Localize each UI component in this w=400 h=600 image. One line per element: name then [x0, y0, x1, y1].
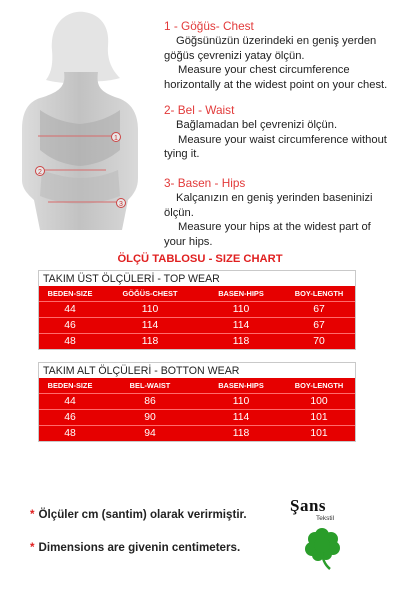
- table-cell: 46: [64, 412, 76, 423]
- header-cell: BASEN-HIPS: [218, 289, 264, 298]
- table-cell: 44: [64, 396, 76, 407]
- table-cell: 44: [64, 304, 76, 315]
- brand-subtitle: Tekstil: [316, 515, 335, 522]
- table-row: [39, 302, 355, 318]
- note-text: Ölçüler cm (santim) olarak verirmiştir.: [38, 508, 247, 521]
- table-cell: 90: [144, 412, 156, 423]
- clover-icon: [300, 526, 346, 572]
- note-text: Dimensions are givenin centimeters.: [38, 541, 241, 554]
- svg-text:2: 2: [38, 169, 42, 176]
- asterisk: *: [30, 508, 35, 521]
- brand-logo: [286, 496, 356, 576]
- top-wear-table: [38, 270, 356, 350]
- header-cell: BEDEN-SIZE: [47, 289, 93, 298]
- table-header-row: [39, 378, 355, 394]
- table-cell: 118: [141, 336, 159, 347]
- svg-text:3: 3: [119, 201, 123, 208]
- table-cell: 114: [232, 412, 250, 423]
- table-cell: 110: [232, 396, 250, 407]
- table-cell: 70: [313, 336, 325, 347]
- header-cell: BEL-WAIST: [129, 381, 171, 390]
- marker-2: [36, 167, 45, 177]
- table-cell: 86: [144, 396, 156, 407]
- size-chart-title: ÖLÇÜ TABLOSU - SIZE CHART: [117, 253, 283, 265]
- body-figure: [0, 0, 160, 240]
- marker-1: [112, 133, 121, 143]
- instruction-line: your hips.: [164, 236, 213, 249]
- instruction-line: Göğsünüzün üzerindeki en geniş yerden: [176, 34, 377, 47]
- table-row: [39, 334, 355, 349]
- instruction-line: Kalçanızın en geniş yerinden baseninizi: [176, 191, 373, 204]
- instruction-line: Bağlamadan bel çevrenizi ölçün.: [176, 118, 338, 131]
- header-cell: GÖĞÜS-CHEST: [122, 289, 178, 298]
- table-cell: 46: [64, 320, 76, 331]
- instruction-line: Measure your chest circumference: [178, 64, 350, 77]
- header-cell: BOY-LENGTH: [294, 289, 344, 298]
- table-header-row: [39, 286, 355, 302]
- table-cell: 118: [232, 428, 250, 439]
- mannequin-silhouette: [0, 0, 160, 240]
- instruction-hips: [164, 176, 396, 250]
- table-row: [39, 394, 355, 410]
- asterisk: *: [30, 541, 35, 554]
- instruction-heading: 2- Bel - Waist: [164, 103, 235, 117]
- table-cell: 101: [310, 412, 328, 423]
- instruction-heading: 1 - Göğüs- Chest: [164, 19, 254, 33]
- table-cell: 94: [144, 428, 156, 439]
- table-cell: 114: [141, 320, 159, 331]
- table-cell: 48: [64, 428, 76, 439]
- instruction-line: Measure your waist circumference without: [178, 133, 387, 146]
- table-row: [39, 426, 355, 441]
- table-caption: TAKIM ÜST ÖLÇÜLERİ - TOP WEAR: [43, 273, 220, 285]
- instruction-line: ölçün.: [164, 206, 194, 219]
- instruction-line: Measure your hips at the widest part of: [178, 221, 371, 234]
- table-cell: 101: [310, 428, 328, 439]
- header-cell: BASEN-HIPS: [218, 381, 264, 390]
- instruction-line: horizontally at the widest point on your chest.: [164, 79, 388, 92]
- table-cell: 118: [232, 336, 250, 347]
- header-cell: BEDEN-SIZE: [47, 381, 93, 390]
- table-cell: 110: [232, 304, 250, 315]
- table-cell: 67: [313, 304, 325, 315]
- table-cell: 100: [310, 396, 328, 407]
- marker-3: [117, 199, 126, 209]
- table-cell: 67: [313, 320, 325, 331]
- bottom-wear-table: [38, 362, 356, 442]
- instruction-chest: [164, 19, 396, 93]
- table-caption: TAKIM ALT ÖLÇÜLERİ - BOTTON WEAR: [43, 365, 240, 377]
- instruction-waist: [164, 103, 396, 162]
- table-row: [39, 318, 355, 334]
- svg-text:1: 1: [114, 135, 118, 142]
- instruction-heading: 3- Basen - Hips: [164, 176, 246, 190]
- note-units-tr: [30, 508, 247, 521]
- header-cell: BOY-LENGTH: [294, 381, 344, 390]
- instruction-line: göğüs çevrenizi yatay ölçün.: [164, 49, 305, 62]
- note-units-en: [30, 541, 240, 554]
- table-cell: 110: [141, 304, 159, 315]
- table-row: [39, 410, 355, 426]
- brand-name: Şans: [290, 496, 327, 515]
- table-cell: 48: [64, 336, 76, 347]
- table-cell: 114: [232, 320, 250, 331]
- instruction-line: tying it.: [164, 148, 200, 161]
